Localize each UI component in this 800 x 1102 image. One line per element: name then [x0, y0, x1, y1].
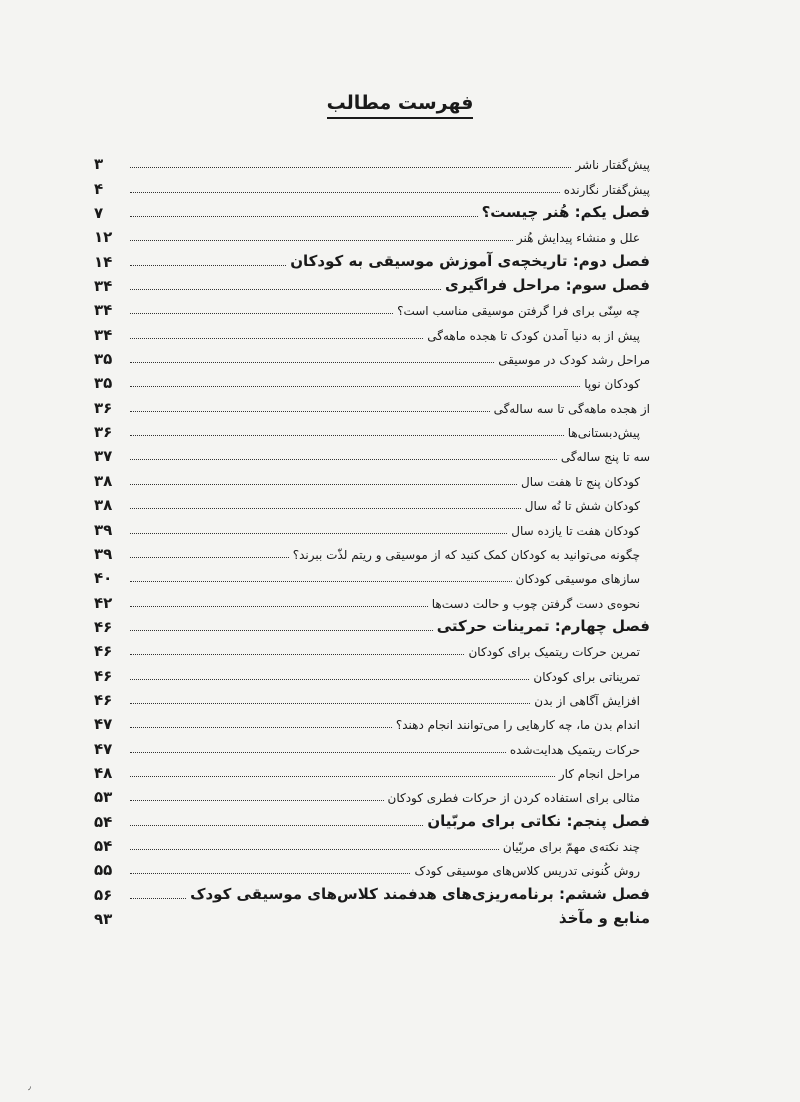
toc-entry: [94, 515, 650, 539]
toc-entry: [94, 199, 650, 223]
toc-entry: [94, 880, 650, 904]
toc-entry-label: پیش از به دنیا آمدن کودک تا هجده ماهه‌گی: [427, 328, 640, 343]
toc-entry-page: ۳۸: [94, 471, 113, 490]
toc-entry: [94, 661, 650, 685]
toc-entry-label: تمرین حرکات ریتمیک برای کودکان: [468, 645, 640, 660]
toc-entry-page: ۹۳: [94, 910, 113, 928]
dot-leader: [130, 507, 521, 509]
toc-entry-page: ۷: [94, 204, 104, 223]
dot-leader: [130, 605, 428, 607]
dot-leader: [130, 312, 393, 314]
toc-entry-page: ۱۴: [94, 252, 113, 271]
toc-entry-label: فصل یکم: هُنر چیست؟: [481, 203, 650, 222]
toc-entry: [94, 466, 650, 490]
toc-entry-page: ۴۶: [94, 690, 113, 709]
toc-entry: [94, 856, 650, 880]
toc-entry-page: ۵۴: [94, 812, 113, 831]
dot-leader: [130, 264, 286, 266]
toc-entry-page: ۴۸: [94, 763, 113, 782]
toc-entry-page: ۵۳: [94, 788, 113, 807]
dot-leader: [130, 922, 555, 923]
toc-entry-page: ۴۷: [94, 739, 113, 758]
toc-entry: [94, 442, 650, 466]
toc-entry: [94, 637, 650, 661]
toc-entry: [94, 832, 650, 856]
dot-leader: [130, 337, 423, 339]
dot-leader: [130, 726, 392, 728]
toc-entry: [94, 272, 650, 296]
toc-entry-label: پیش‌دبستانی‌ها: [567, 426, 640, 441]
dot-leader: [130, 532, 507, 534]
dot-leader: [130, 580, 512, 582]
toc-entry-label: فصل سوم: مراحل فراگیری: [445, 276, 650, 295]
toc-entry-label: حرکات ریتمیک هدایت‌شده: [509, 742, 640, 757]
toc-entry-page: ۳۵: [94, 350, 113, 369]
toc-entry: [94, 418, 650, 442]
toc-entry-page: ۱۲: [94, 228, 113, 247]
toc-entry-label: فصل دوم: تاریخچه‌ی آموزش موسیقی به کودکان: [290, 251, 650, 270]
toc-entry-page: ۳۴: [94, 277, 113, 296]
toc-entry: [94, 320, 650, 344]
toc-entry-page: ۳۴: [94, 301, 113, 320]
toc-entry: [94, 759, 650, 783]
toc-entry-label: علل و منشاء پیدایش هُنر: [516, 231, 640, 246]
toc-entry: [94, 540, 650, 564]
dot-leader: [130, 215, 478, 217]
toc-entry-page: ۴۶: [94, 666, 113, 685]
toc-entry-label: روش کُنونی تدریس کلاس‌های موسیقی کودک: [414, 864, 640, 879]
toc-entry-label: سه تا پنج ساله‌گی: [560, 450, 650, 465]
toc-entry-page: ۵۵: [94, 861, 113, 880]
toc-title-text: فهرست مطالب: [327, 92, 474, 119]
toc-entry-label: کودکان پنج تا هفت سال: [520, 474, 640, 489]
toc-entry-label: از هجده ماهه‌گی تا سه ساله‌گی: [493, 401, 650, 416]
toc-entry-label: چگونه می‌توانید به کودکان کمک کنید که از موسیقی و ریتم لذّت ببرند؟: [292, 547, 640, 562]
dot-leader: [130, 653, 464, 655]
dot-leader: [130, 239, 513, 241]
toc-entry: [94, 564, 650, 588]
toc-entry: [94, 807, 650, 831]
toc-entry-label: کودکان هفت تا یازده سال: [511, 523, 640, 538]
toc-entry-label: کودکان نوپا: [584, 377, 640, 392]
toc-entry: [94, 905, 650, 929]
toc-entry-page: ۳۴: [94, 325, 113, 344]
toc-entry-label: افزایش آگاهی از بدن: [534, 693, 640, 708]
dot-leader: [130, 556, 289, 558]
dot-leader: [130, 483, 517, 485]
dot-leader: [130, 824, 423, 826]
toc-entry: [94, 247, 650, 271]
toc-entry-page: ۳۶: [94, 423, 113, 442]
toc-entry-page: ۴۲: [94, 593, 113, 612]
toc-entry: [94, 783, 650, 807]
toc-entry-label: فصل ششم: برنامه‌ریزی‌های هدفمند کلاس‌های موسیقی کودک: [190, 884, 650, 903]
corner-mark: ٫: [28, 1082, 31, 1092]
toc-entry-page: ۳۷: [94, 447, 113, 466]
toc-entry-page: ۳۶: [94, 398, 113, 417]
dot-leader: [130, 361, 494, 363]
toc-entry: [94, 588, 650, 612]
toc-entry: [94, 613, 650, 637]
dot-leader: [130, 458, 557, 460]
toc-entry-label: کودکان شش تا نُه سال: [524, 499, 640, 514]
toc-entry-page: ۳۹: [94, 544, 113, 563]
table-of-contents: [94, 150, 650, 929]
toc-entry: [94, 491, 650, 515]
toc-entry: [94, 150, 650, 174]
toc-entry-label: تمریناتی برای کودکان: [533, 669, 640, 684]
toc-entry-label: پیش‌گفتار ناشر: [575, 158, 650, 173]
dot-leader: [130, 775, 555, 777]
toc-entry-label: مثالی برای استفاده کردن از حرکات فطری کودکان: [387, 791, 640, 806]
toc-entry-page: ۴۷: [94, 715, 113, 734]
dot-leader: [130, 872, 410, 874]
toc-entry-page: ۵۴: [94, 836, 113, 855]
dot-leader: [130, 678, 529, 680]
toc-entry-page: ۵۶: [94, 885, 113, 904]
toc-entry-page: ۴۶: [94, 617, 113, 636]
toc-entry-label: چند نکته‌ی مهمّ برای مربّیان: [502, 839, 640, 854]
dot-leader: [130, 799, 384, 801]
dot-leader: [130, 191, 560, 193]
toc-entry-label: اندام بدن ما، چه کارهایی را می‌توانند انجام دهند؟: [395, 718, 640, 733]
toc-entry-label: مراحل رشد کودک در موسیقی: [498, 353, 650, 368]
dot-leader: [130, 702, 530, 704]
toc-entry: [94, 686, 650, 710]
toc-entry-label: پیش‌گفتار نگارنده: [563, 182, 650, 197]
toc-entry-label: چه سِنّی برای فرا گرفتن موسیقی مناسب است؟: [397, 304, 640, 319]
toc-entry: [94, 393, 650, 417]
toc-entry-page: ۳۹: [94, 520, 113, 539]
dot-leader: [130, 897, 186, 899]
toc-entry-label: سازهای موسیقی کودکان: [515, 572, 640, 587]
toc-entry-page: ۳۸: [94, 496, 113, 515]
toc-entry: [94, 296, 650, 320]
toc-entry-label: منابع و مآخذ: [558, 909, 650, 927]
dot-leader: [130, 288, 441, 290]
toc-entry: [94, 710, 650, 734]
toc-entry-label: مراحل انجام کار: [558, 766, 640, 781]
toc-entry-label: فصل چهارم: تمرینات حرکتی: [436, 616, 650, 635]
dot-leader: [130, 751, 506, 753]
toc-entry: [94, 369, 650, 393]
dot-leader: [130, 848, 499, 850]
toc-entry-page: ۴۰: [94, 569, 113, 588]
toc-entry: [94, 734, 650, 758]
toc-title: [0, 92, 800, 114]
toc-entry: [94, 174, 650, 198]
toc-entry-page: ۴: [94, 179, 104, 198]
dot-leader: [130, 629, 433, 631]
dot-leader: [130, 385, 580, 387]
toc-entry-label: نحوه‌ی دست گرفتن چوب و حالت دست‌ها: [431, 596, 640, 611]
toc-entry-label: فصل پنجم: نکاتی برای مربّیان: [427, 811, 650, 830]
toc-entry-page: ۳۵: [94, 374, 113, 393]
dot-leader: [130, 410, 490, 412]
toc-entry: [94, 223, 650, 247]
dot-leader: [130, 166, 571, 168]
toc-entry-page: ۳: [94, 155, 104, 174]
toc-entry-page: ۴۶: [94, 642, 113, 661]
toc-entry: [94, 345, 650, 369]
dot-leader: [130, 434, 564, 436]
